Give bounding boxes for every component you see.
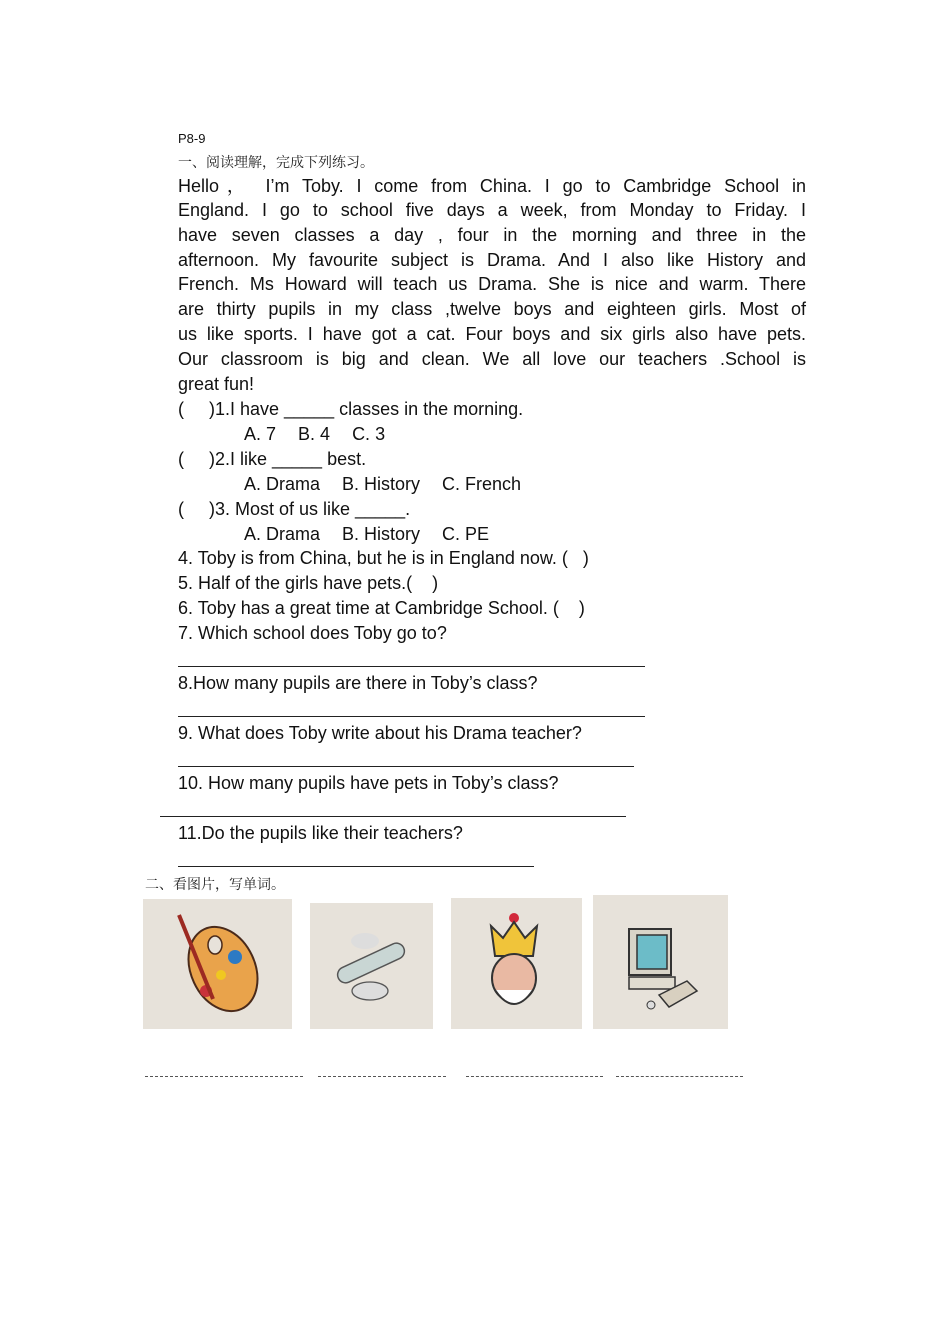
option-b: B. 4 bbox=[298, 424, 331, 444]
page-ref: P8-9 bbox=[178, 131, 206, 146]
question-9: 9. What does Toby write about his Drama teacher? bbox=[178, 723, 582, 743]
question-2-options bbox=[244, 472, 543, 496]
option-b: B. History bbox=[342, 524, 421, 544]
answer-line-8[interactable] bbox=[178, 716, 645, 717]
option-c: C. French bbox=[442, 474, 522, 494]
question-1-options bbox=[244, 422, 407, 446]
passage-line: England. I go to school five days a week, from Monday to Friday. I bbox=[178, 200, 806, 220]
question-4: 4. Toby is from China, but he is in England now. ( ) bbox=[178, 548, 589, 568]
passage-line: us like sports. I have got a cat. Four boys and six girls also have pets. bbox=[178, 324, 806, 344]
palette-picture bbox=[143, 899, 292, 1029]
question-6: 6. Toby has a great time at Cambridge School. ( ) bbox=[178, 598, 585, 618]
option-a: A. Drama bbox=[244, 524, 321, 544]
answer-line-10[interactable] bbox=[160, 816, 626, 817]
section1-title: 一、阅读理解，完成下列练习。 bbox=[178, 155, 374, 171]
king-picture bbox=[451, 898, 582, 1029]
passage-line: Hello， I’m Toby. I come from China. I go to Cambridge School in bbox=[178, 176, 806, 196]
question-7: 7. Which school does Toby go to? bbox=[178, 623, 447, 643]
passage-line: afternoon. My favourite subject is Drama. And I also like History and bbox=[178, 250, 806, 270]
option-c: C. PE bbox=[442, 524, 490, 544]
option-a: A. Drama bbox=[244, 474, 321, 494]
passage-line: are thirty pupils in my class ,twelve boys and eighteen girls. Most of bbox=[178, 299, 806, 319]
computer-picture bbox=[593, 895, 728, 1029]
bones-picture bbox=[310, 903, 433, 1029]
passage-line: French. Ms Howard will teach us Drama. She is nice and warm. There bbox=[178, 274, 806, 294]
question-1: ( )1.I have _____ classes in the morning. bbox=[178, 399, 524, 419]
option-c: C. 3 bbox=[352, 424, 386, 444]
option-a: A. 7 bbox=[244, 424, 277, 444]
question-2: ( )2.I like _____ best. bbox=[178, 449, 367, 469]
question-8: 8.How many pupils are there in Toby’s class? bbox=[178, 673, 538, 693]
bones-icon bbox=[310, 903, 433, 1029]
option-b: B. History bbox=[342, 474, 421, 494]
answer-blank-1[interactable] bbox=[145, 1076, 303, 1077]
palette-icon bbox=[143, 899, 292, 1029]
answer-line-9[interactable] bbox=[178, 766, 634, 767]
passage-line: Our classroom is big and clean. We all love our teachers .School is bbox=[178, 349, 806, 369]
question-3-options bbox=[244, 522, 511, 546]
king-icon bbox=[451, 898, 582, 1029]
answer-blank-2[interactable] bbox=[318, 1076, 446, 1077]
passage-line: have seven classes a day , four in the morning and three in the bbox=[178, 225, 806, 245]
computer-icon bbox=[593, 895, 728, 1029]
question-10: 10. How many pupils have pets in Toby’s class? bbox=[178, 773, 559, 793]
answer-line-11[interactable] bbox=[178, 866, 534, 867]
question-3: ( )3. Most of us like _____. bbox=[178, 499, 411, 519]
passage-line: great fun! bbox=[178, 374, 255, 394]
question-5: 5. Half of the girls have pets.( ) bbox=[178, 573, 439, 593]
answer-blank-3[interactable] bbox=[466, 1076, 603, 1077]
answer-line-7[interactable] bbox=[178, 666, 645, 667]
section2-title: 二、看图片，写单词。 bbox=[145, 877, 285, 893]
answer-blank-4[interactable] bbox=[616, 1076, 743, 1077]
question-11: 11.Do the pupils like their teachers? bbox=[178, 823, 463, 843]
